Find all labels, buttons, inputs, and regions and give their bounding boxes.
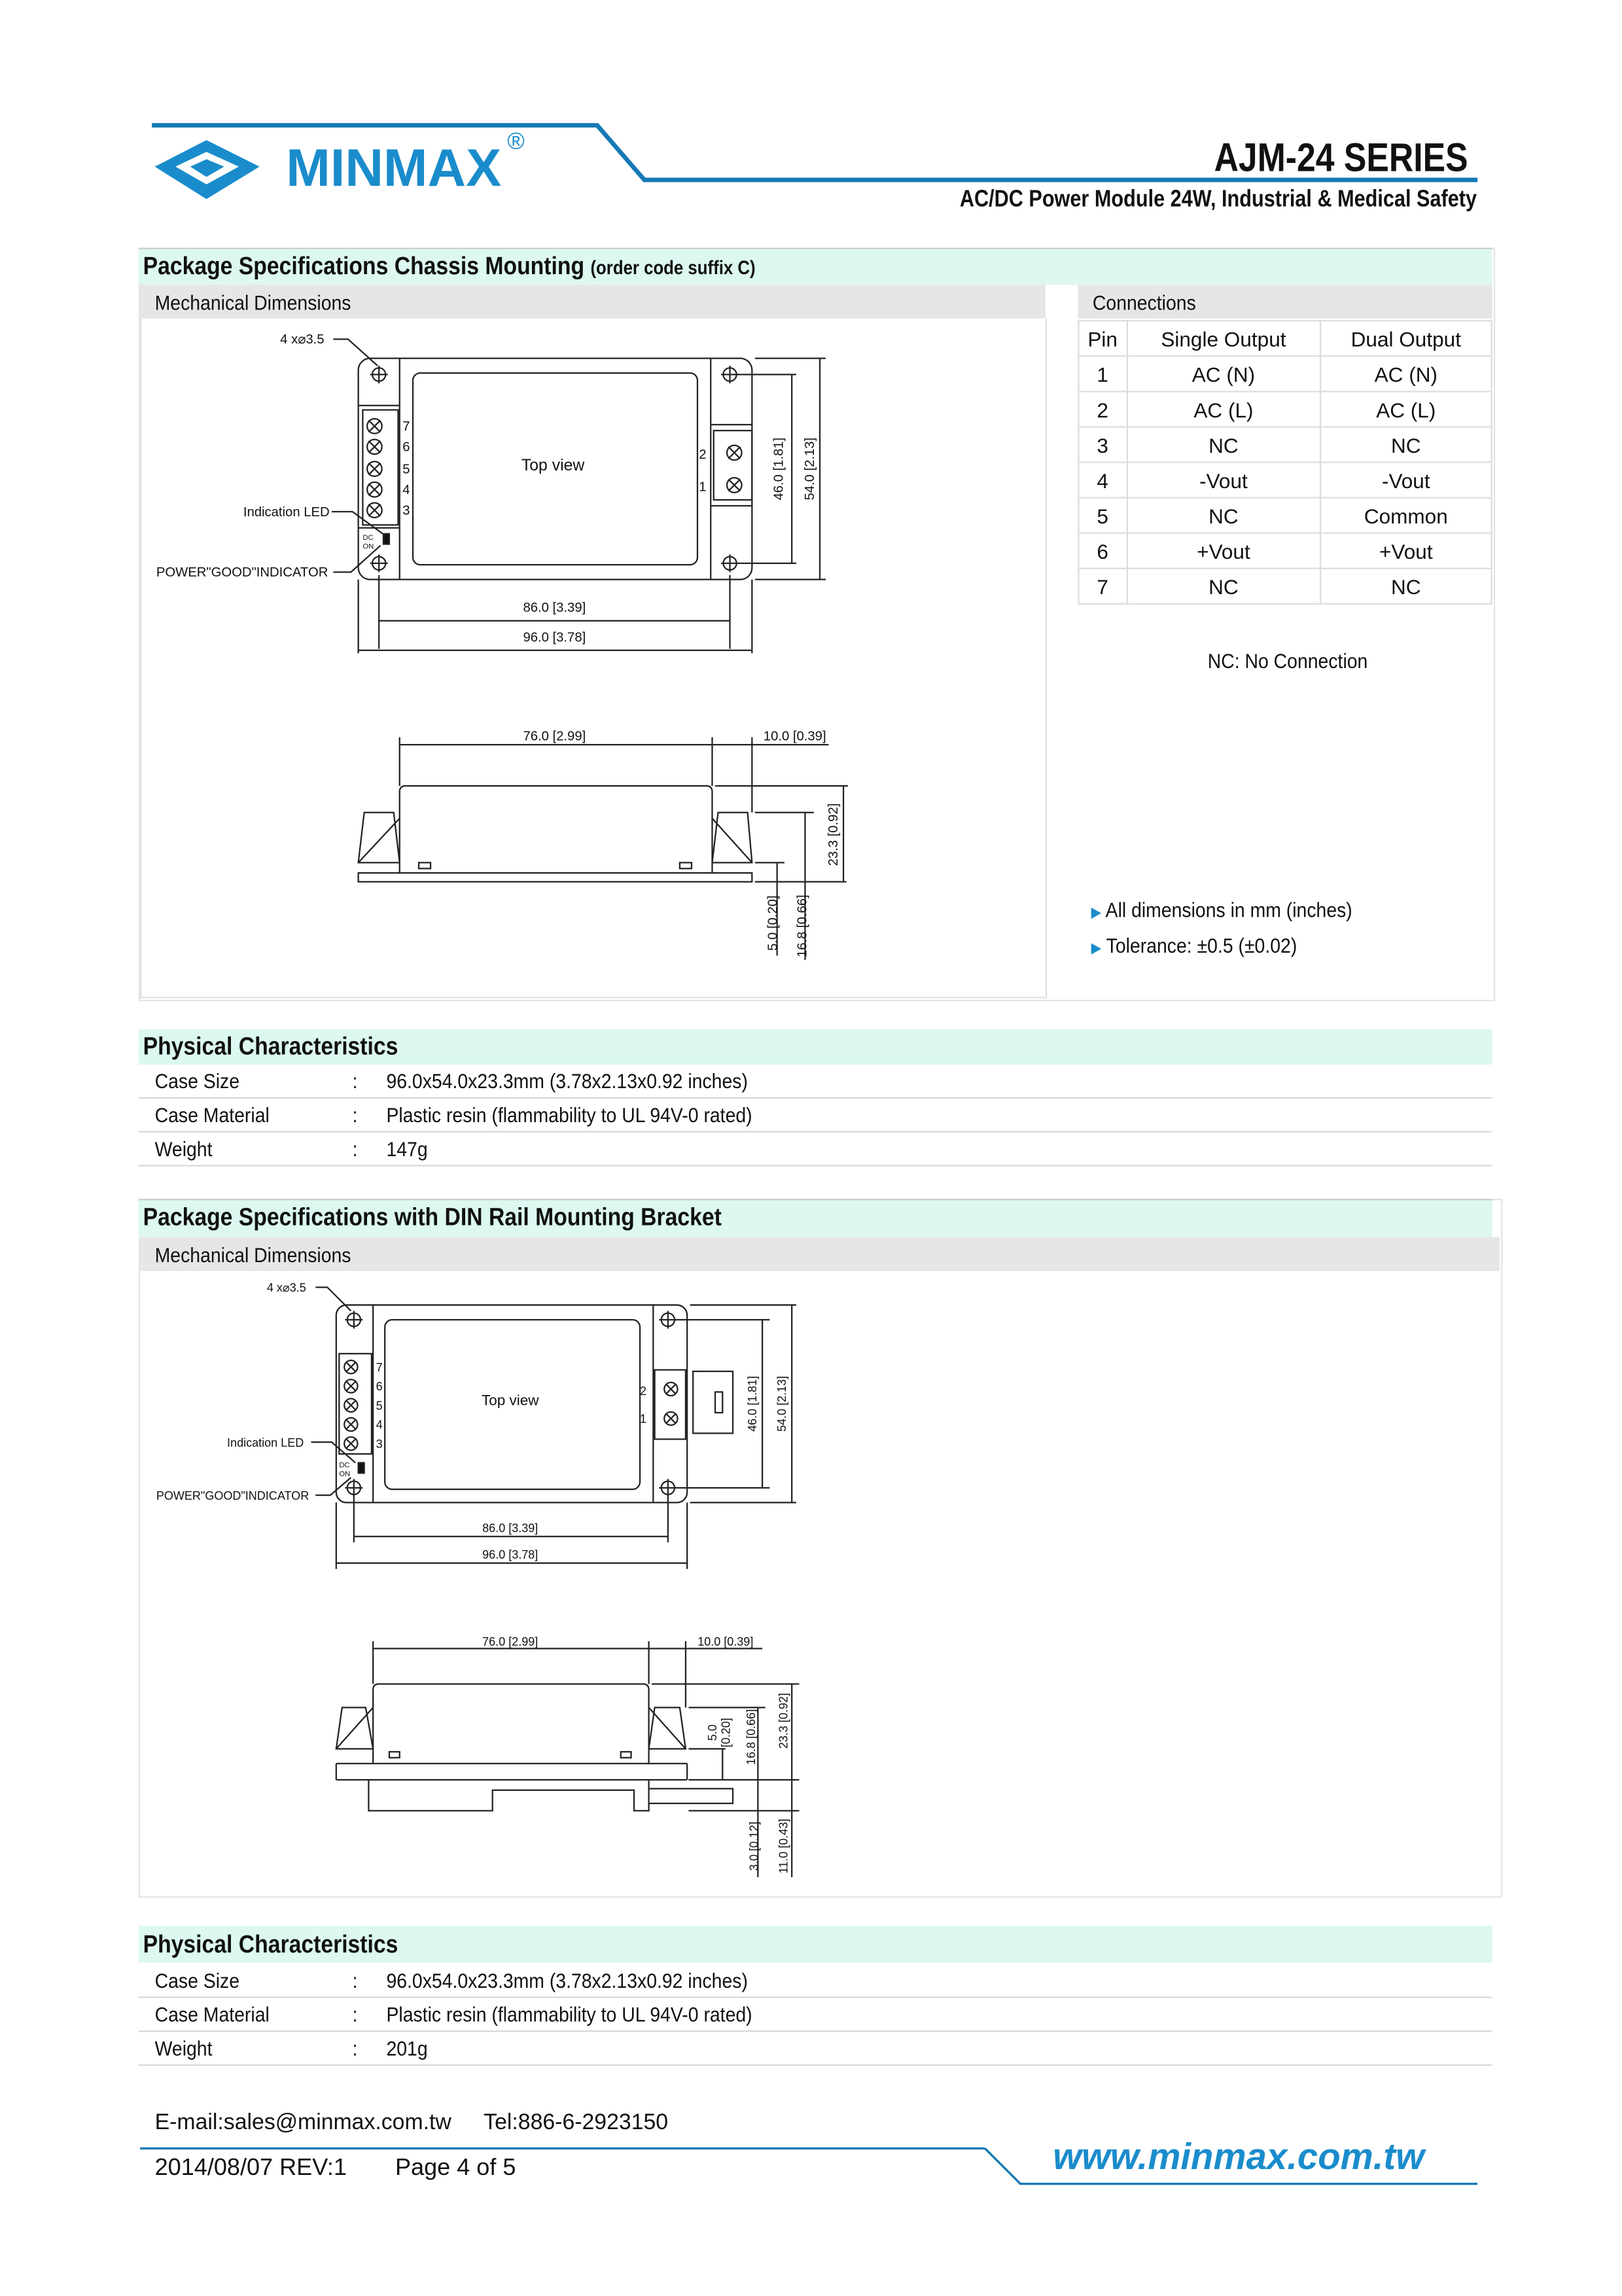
connections-cell: 6	[1079, 533, 1127, 569]
bullet-tolerance: ▶ Tolerance: ±0.5 (±0.02)	[1091, 933, 1297, 957]
svg-text:10.0 [0.39]: 10.0 [0.39]	[697, 1635, 754, 1649]
connections-cell: NC	[1320, 569, 1491, 604]
svg-text:76.0 [2.99]: 76.0 [2.99]	[523, 729, 586, 744]
footer-email[interactable]: E-mail:sales@minmax.com.tw	[154, 2110, 451, 2136]
svg-text:4 x⌀3.5: 4 x⌀3.5	[266, 1281, 306, 1295]
svg-text:DC: DC	[339, 1461, 350, 1470]
connections-cell: AC (L)	[1320, 391, 1491, 427]
physical-value: 201g	[386, 2036, 428, 2060]
connections-cell: 3	[1079, 427, 1127, 462]
led-indicator	[359, 1463, 364, 1474]
drawing2-top-view	[156, 1281, 796, 1569]
physical-value: 147g	[386, 1137, 428, 1161]
svg-text:6: 6	[402, 440, 410, 455]
physical2-title-bar: Physical Characteristics	[139, 1926, 1492, 1962]
connections-header-cell: Dual Output	[1320, 321, 1491, 356]
connections-cell: AC (N)	[1127, 356, 1320, 391]
physical-colon: :	[352, 2036, 358, 2060]
svg-text:2: 2	[699, 447, 707, 462]
svg-text:46.0 [1.81]: 46.0 [1.81]	[746, 1375, 760, 1432]
connections-cell: NC	[1127, 498, 1320, 533]
connections-cell: 7	[1079, 569, 1127, 604]
svg-text:3: 3	[402, 503, 410, 518]
svg-text:86.0 [3.39]: 86.0 [3.39]	[482, 1521, 538, 1535]
svg-text:46.0 [1.81]: 46.0 [1.81]	[771, 437, 786, 501]
svg-text:1: 1	[699, 480, 707, 495]
brand-logo-text: MINMAX	[286, 137, 502, 198]
svg-text:[0.20]: [0.20]	[719, 1718, 733, 1748]
svg-text:Top view: Top view	[521, 456, 585, 474]
physical-label: Case Material	[154, 1103, 270, 1127]
svg-text:5.0 [0.20]: 5.0 [0.20]	[766, 895, 781, 951]
svg-text:5.0: 5.0	[706, 1724, 720, 1741]
svg-text:Top view: Top view	[481, 1392, 539, 1409]
physical-label: Case Size	[154, 1069, 240, 1093]
svg-text:4: 4	[402, 482, 410, 497]
din-clip	[693, 1371, 733, 1434]
connections-cell: -Vout	[1320, 463, 1491, 498]
svg-text:POWER"GOOD"INDICATOR: POWER"GOOD"INDICATOR	[156, 565, 328, 580]
svg-text:7: 7	[376, 1360, 383, 1374]
svg-text:16.8 [0.66]: 16.8 [0.66]	[744, 1709, 758, 1765]
series-title: AJM-24 SERIES	[1214, 135, 1469, 180]
physical-colon: :	[352, 1137, 358, 1161]
physical-colon: :	[352, 1069, 358, 1093]
registered-mark: ®	[507, 130, 525, 155]
mech-dim-bar-2: Mechanical Dimensions	[140, 1237, 1500, 1271]
connections-cell: -Vout	[1127, 463, 1320, 498]
svg-text:10.0 [0.39]: 10.0 [0.39]	[763, 729, 826, 744]
connections-cell: AC (L)	[1127, 391, 1320, 427]
connections-cell: +Vout	[1127, 533, 1320, 569]
connections-cell: Common	[1320, 498, 1491, 533]
connections-cell: NC	[1127, 427, 1320, 462]
connections-cell: 5	[1079, 498, 1127, 533]
svg-text:POWER"GOOD"INDICATOR: POWER"GOOD"INDICATOR	[156, 1489, 309, 1502]
physical-label: Weight	[154, 1137, 213, 1161]
svg-text:ON: ON	[339, 1470, 351, 1478]
drawing1-side-view	[359, 729, 848, 960]
connections-header-cell: Pin	[1079, 321, 1127, 356]
physical-value: Plastic resin (flammability to UL 94V-0 rated)	[386, 1103, 752, 1127]
connections-cell: 2	[1079, 391, 1127, 427]
svg-text:2: 2	[640, 1384, 647, 1398]
svg-text:4: 4	[376, 1418, 383, 1432]
svg-text:3: 3	[376, 1438, 383, 1451]
svg-text:86.0 [3.39]: 86.0 [3.39]	[523, 601, 586, 616]
nc-note: NC: No Connection	[1207, 648, 1368, 673]
svg-text:23.3 [0.92]: 23.3 [0.92]	[826, 803, 841, 866]
drawing2-side-view	[336, 1635, 800, 1877]
svg-text:Indication LED: Indication LED	[243, 504, 330, 520]
footer-website-link[interactable]: www.minmax.com.tw	[1053, 2136, 1424, 2178]
section1-title: Package Specifications Chassis Mounting (order code suffix C)	[143, 252, 756, 281]
svg-text:5: 5	[376, 1399, 383, 1413]
footer-date-rev: 2014/08/07 REV:1	[154, 2155, 347, 2181]
svg-text:16.8 [0.66]: 16.8 [0.66]	[795, 894, 810, 958]
connections-cell: 1	[1079, 356, 1127, 391]
connections-header-cell: Single Output	[1127, 321, 1320, 356]
svg-text:7: 7	[402, 419, 410, 434]
svg-text:54.0 [2.13]: 54.0 [2.13]	[775, 1375, 789, 1432]
physical-colon: :	[352, 2002, 358, 2026]
mech-dim-bar: Mechanical Dimensions	[140, 285, 1046, 319]
triangle-bullet-icon: ▶	[1091, 940, 1102, 957]
footer-page: Page 4 of 5	[395, 2155, 516, 2181]
physical-value: Plastic resin (flammability to UL 94V-0 rated)	[386, 2002, 752, 2026]
svg-text:ON: ON	[362, 542, 374, 551]
physical-label: Weight	[154, 2036, 213, 2060]
series-subtitle: AC/DC Power Module 24W, Industrial & Medical Safety	[960, 187, 1478, 213]
svg-text:6: 6	[376, 1380, 383, 1394]
physical-label: Case Size	[154, 1968, 240, 1992]
svg-text:96.0 [3.78]: 96.0 [3.78]	[523, 630, 586, 645]
connections-cell: +Vout	[1320, 533, 1491, 569]
svg-text:11.0 [0.43]: 11.0 [0.43]	[777, 1818, 790, 1874]
svg-text:23.3 [0.92]: 23.3 [0.92]	[777, 1693, 790, 1749]
drawing1-top-view	[156, 332, 826, 653]
bullet-dimensions: ▶ All dimensions in mm (inches)	[1091, 898, 1352, 922]
footer-tel: Tel:886-6-2923150	[484, 2110, 669, 2136]
svg-text:4 x⌀3.5: 4 x⌀3.5	[280, 332, 325, 347]
svg-text:DC: DC	[362, 533, 374, 542]
svg-text:96.0 [3.78]: 96.0 [3.78]	[482, 1548, 538, 1562]
svg-text:54.0 [2.13]: 54.0 [2.13]	[802, 437, 817, 501]
physical1-title-bar: Physical Characteristics	[139, 1029, 1492, 1065]
svg-text:5: 5	[402, 462, 410, 477]
svg-text:76.0 [2.99]: 76.0 [2.99]	[482, 1635, 538, 1649]
connections-cell: AC (N)	[1320, 356, 1491, 391]
physical-colon: :	[352, 1103, 358, 1127]
section2-title-bar: Package Specifications with DIN Rail Mounting Bracket	[139, 1199, 1492, 1237]
svg-text:Indication LED: Indication LED	[227, 1436, 304, 1449]
physical-colon: :	[352, 1968, 358, 1992]
connections-bar: Connections	[1078, 285, 1492, 319]
svg-text:1: 1	[640, 1412, 647, 1426]
connections-cell: NC	[1127, 569, 1320, 604]
svg-text:3.0 [0.12]: 3.0 [0.12]	[747, 1821, 761, 1871]
physical-value: 96.0x54.0x23.3mm (3.78x2.13x0.92 inches)	[386, 1069, 748, 1093]
connections-cell: NC	[1320, 427, 1491, 462]
triangle-bullet-icon: ▶	[1091, 905, 1102, 922]
physical-value: 96.0x54.0x23.3mm (3.78x2.13x0.92 inches)	[386, 1968, 748, 1992]
connections-cell: 4	[1079, 463, 1127, 498]
physical-label: Case Material	[154, 2002, 270, 2026]
